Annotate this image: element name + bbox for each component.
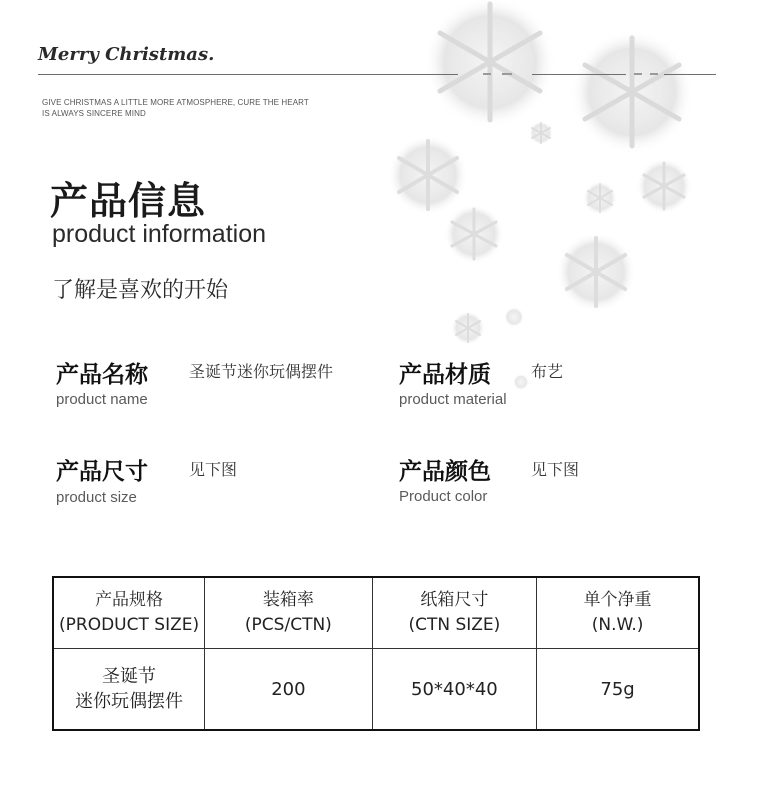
header-divider: [38, 74, 458, 75]
snowflake-icon: [636, 158, 692, 214]
header-tagline: GIVE CHRISTMAS A LITTLE MORE ATMOSPHERE, CURE THE HEART IS ALWAYS SINCERE MIND: [42, 98, 309, 118]
snowflake-icon: [529, 121, 553, 145]
spec-header-weight: [537, 577, 699, 649]
spec-header-cn: 单个净重: [583, 590, 652, 610]
snowflake-icon: [504, 307, 524, 327]
spec-cell-ctn-size: 50*40*40: [372, 649, 537, 731]
attr-value-product-name: 圣诞节迷你玩偶摆件: [189, 362, 334, 381]
header-divider-dash: [483, 73, 491, 75]
snowflake-icon: [388, 135, 468, 215]
snowflake-icon: [451, 311, 485, 345]
spec-header-ctn-size: [372, 577, 537, 649]
spec-header-pcs: [205, 577, 373, 649]
section-title-en: product information: [52, 220, 267, 248]
spec-header-en: (N.W.): [591, 615, 644, 635]
spec-cell-pcs: 200: [205, 649, 373, 731]
attr-label-en-product-color: Product color: [399, 488, 488, 505]
section-title-cn: 产品信息: [50, 178, 207, 223]
attr-value-product-size: 见下图: [189, 460, 238, 479]
snowflake-icon: [556, 232, 636, 312]
spec-header-cn: 装箱率: [262, 590, 314, 610]
spec-table: [52, 576, 700, 731]
header-divider-dash: [502, 73, 512, 75]
attr-label-product-material: 产品材质: [399, 362, 491, 388]
header-divider-dash: [634, 73, 642, 75]
spec-cell-weight: 75g: [537, 649, 699, 731]
spec-header-en: (PCS/CTN): [244, 615, 332, 635]
snowflake-icon: [424, 0, 556, 128]
spec-header-en: (PRODUCT SIZE): [59, 615, 200, 635]
spec-header-cn: 纸箱尺寸: [420, 590, 489, 610]
header-divider: [532, 74, 626, 75]
spec-cell-product: [53, 649, 205, 731]
attr-value-product-color: 见下图: [531, 460, 580, 479]
spec-header-en: (CTN SIZE): [408, 615, 501, 635]
snowflake-icon: [583, 181, 617, 215]
header-divider-dash: [650, 73, 658, 75]
spec-table-header-row: [53, 577, 699, 649]
attr-value-product-material: 布艺: [531, 362, 564, 381]
attr-label-product-size: 产品尺寸: [56, 459, 148, 485]
section-slogan: 了解是喜欢的开始: [52, 278, 229, 303]
attr-label-product-name: 产品名称: [56, 362, 148, 388]
header-title: Merry Christmas.: [38, 44, 215, 65]
attr-label-en-product-material: product material: [399, 391, 507, 408]
spec-product-line1: 圣诞节: [102, 666, 157, 687]
attr-label-product-color: 产品颜色: [399, 459, 491, 485]
spec-header-product-size: [53, 577, 205, 649]
attr-label-en-product-name: product name: [56, 391, 148, 408]
header-divider: [664, 74, 716, 75]
spec-table-row: [53, 649, 699, 731]
spec-product-line2: 迷你玩偶摆件: [75, 691, 184, 712]
snowflake-icon: [444, 204, 504, 264]
spec-header-cn: 产品规格: [95, 590, 164, 610]
snowflake-icon: [513, 374, 529, 390]
attr-label-en-product-size: product size: [56, 489, 137, 506]
snowflake-icon: [570, 30, 694, 154]
